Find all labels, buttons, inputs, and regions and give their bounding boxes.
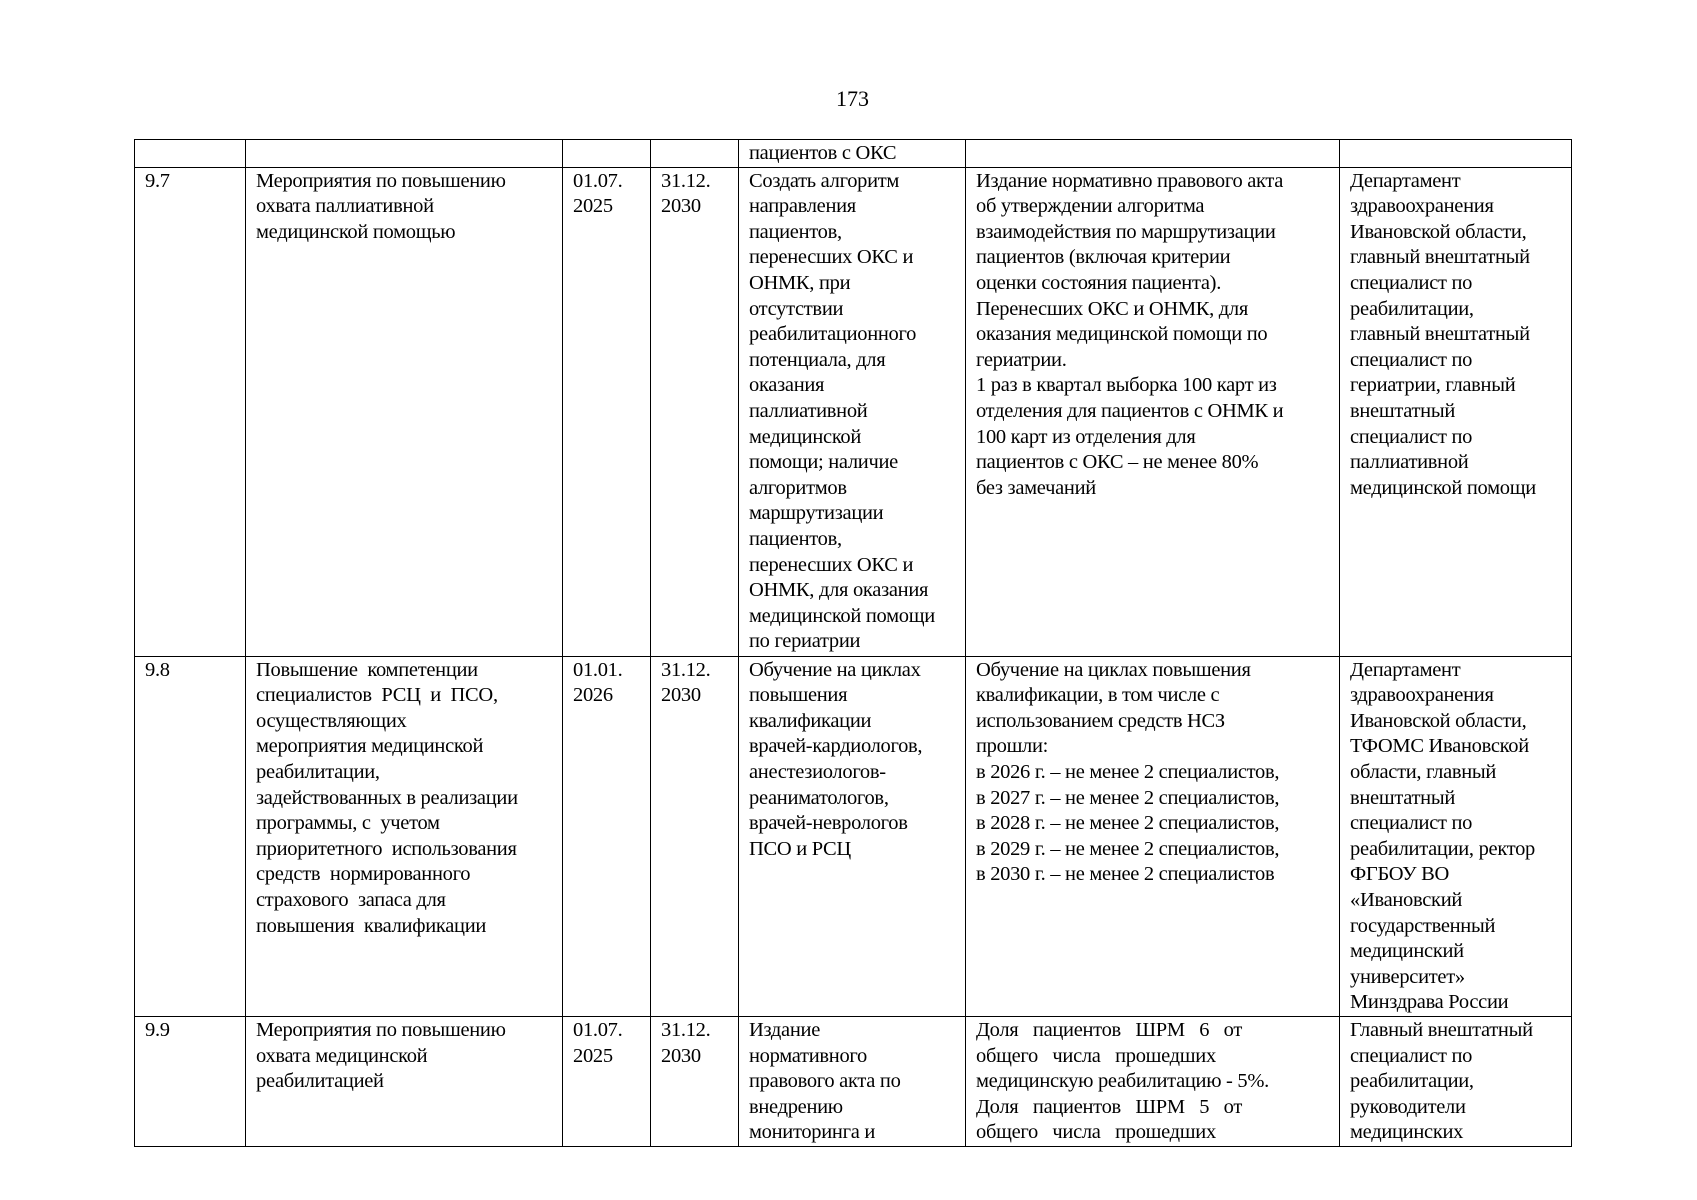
cell-end: 31.12. 2030 xyxy=(651,1016,739,1146)
cell-result: Издание нормативно правового акта об утверждении алгоритма взаимодействия по маршрутизации пациентов (включая критерии оценки состояния пациента). Перенесших ОКС и ОНМК, для оказания медицинской помощи по гериатрии. 1 раз в квартал выборка 100 карт из отделения для пациентов с ОНМК и 100 карт из отделения для пациентов с ОКС – не менее 80% без замечаний xyxy=(966,167,1340,656)
cell-start: 01.07. 2025 xyxy=(563,167,651,656)
cell-num: 9.7 xyxy=(135,167,246,656)
cell-end: 31.12. 2030 xyxy=(651,656,739,1016)
cell-event: Мероприятия по повышению охвата медицинской реабилитацией xyxy=(246,1016,563,1146)
cell-action: Издание нормативного правового акта по внедрению мониторинга и xyxy=(739,1016,966,1146)
table-row xyxy=(135,1016,1572,1146)
cell-responsible: Департамент здравоохранения Ивановской области, главный внештатный специалист по реабилитации, главный внештатный специалист по гериатрии, главный внештатный специалист по паллиативной медицинской помощи xyxy=(1340,167,1572,656)
activities-table xyxy=(134,139,1572,1147)
cell-num: 9.9 xyxy=(135,1016,246,1146)
cell-action: Создать алгоритм направления пациентов, перенесших ОКС и ОНМК, при отсутствии реабилитационного потенциала, для оказания паллиативной медицинской помощи; наличие алгоритмов маршрутизации пациентов, перенесших ОКС и ОНМК, для оказания медицинской помощи по гериатрии xyxy=(739,167,966,656)
cell-action: пациентов с ОКС xyxy=(739,140,966,168)
cell-start: 01.01. 2026 xyxy=(563,656,651,1016)
cell-result: Обучение на циклах повышения квалификации, в том числе с использованием средств НСЗ прошли: в 2026 г. – не менее 2 специалистов, в 2027 г. – не менее 2 специалистов, в 2028 г. – не менее 2 специалистов, в 2029 г. – не менее 2 специалистов, в 2030 г. – не менее 2 специалистов xyxy=(966,656,1340,1016)
cell-start: 01.07. 2025 xyxy=(563,1016,651,1146)
cell-action: Обучение на циклах повышения квалификации врачей-кардиологов, анестезиологов- реаниматологов, врачей-неврологов ПСО и РСЦ xyxy=(739,656,966,1016)
cell-num: 9.8 xyxy=(135,656,246,1016)
cell-result: Доля пациентов ШРМ 6 от общего числа прошедших медицинскую реабилитацию - 5%. Доля пациентов ШРМ 5 от общего числа прошедших xyxy=(966,1016,1340,1146)
cell-end: 31.12. 2030 xyxy=(651,167,739,656)
cell-event: Мероприятия по повышению охвата паллиативной медицинской помощью xyxy=(246,167,563,656)
page-number: 173 xyxy=(836,86,869,111)
table-row xyxy=(135,656,1572,1016)
cell-end xyxy=(651,140,739,168)
cell-responsible xyxy=(1340,140,1572,168)
cell-event: Повышение компетенции специалистов РСЦ и ПСО, осуществляющих мероприятия медицинской реабилитации, задействованных в реализации программы, с учетом приоритетного использования средств нормированного страхового запаса для повышения квалификации xyxy=(246,656,563,1016)
cell-event xyxy=(246,140,563,168)
cell-num xyxy=(135,140,246,168)
table-row xyxy=(135,167,1572,656)
table-row xyxy=(135,140,1572,168)
cell-responsible: Департамент здравоохранения Ивановской области, ТФОМС Ивановской области, главный внештатный специалист по реабилитации, ректор ФГБОУ ВО «Ивановский государственный медицинский университет» Минздрава России xyxy=(1340,656,1572,1016)
cell-result xyxy=(966,140,1340,168)
cell-start xyxy=(563,140,651,168)
cell-responsible: Главный внештатный специалист по реабилитации, руководители медицинских xyxy=(1340,1016,1572,1146)
